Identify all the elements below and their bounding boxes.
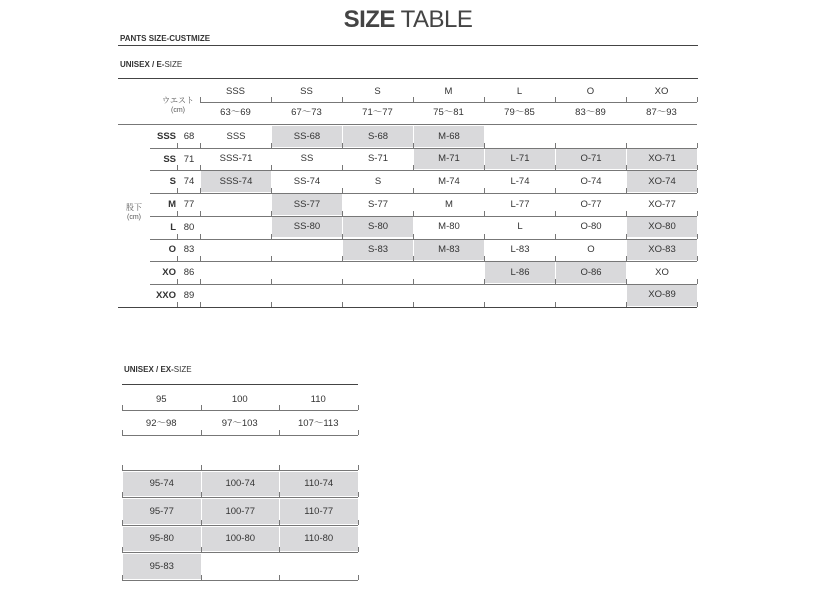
- ex-row-tick: [358, 492, 359, 497]
- row-tick: [413, 211, 414, 216]
- size-cell: [272, 262, 342, 283]
- size-cell: O: [587, 244, 595, 256]
- size-cell: [201, 240, 271, 261]
- ex-column-header: 95: [155, 394, 167, 406]
- row-tick: [555, 188, 556, 193]
- ex-row-rule: [122, 470, 358, 471]
- waist-range-cell: 71〜77: [362, 107, 393, 119]
- ex-size-cell: 110-74: [280, 472, 358, 497]
- row-tick: [484, 188, 485, 193]
- size-cell: [485, 285, 555, 306]
- row-size-label: O: [168, 244, 176, 256]
- row-length-label: 80: [183, 221, 195, 233]
- ex-row-tick: [122, 465, 123, 470]
- size-cell: [343, 262, 413, 283]
- header-tick: [413, 97, 414, 102]
- size-cell: O-80: [580, 221, 602, 233]
- size-cell: M-74: [438, 175, 460, 187]
- size-cell: L-86: [485, 262, 555, 283]
- table-ex-label-bold: UNISEX / EX-: [124, 365, 174, 374]
- ex-size-cell: [280, 444, 358, 469]
- header-rule: [200, 102, 697, 103]
- ex-row-tick: [122, 547, 123, 552]
- row-length-label: 86: [183, 267, 195, 279]
- row-tick: [342, 256, 343, 261]
- row-tick: [555, 234, 556, 239]
- row-length-label: 77: [183, 198, 195, 210]
- ex-range-rule: [122, 435, 358, 436]
- ex-size-cell: 95-77: [123, 499, 201, 524]
- waist-range-cell: 63〜69: [220, 107, 251, 119]
- row-tick: [413, 188, 414, 193]
- waist-range-cell: 79〜85: [504, 107, 535, 119]
- table-ex-label-light: SIZE: [173, 365, 192, 374]
- row-tick: [200, 143, 201, 148]
- ex-row-tick: [122, 575, 123, 580]
- size-cell: S-83: [343, 240, 413, 261]
- size-cell: L: [517, 221, 523, 233]
- ex-range-tick: [122, 430, 123, 435]
- ex-size-cell: 100-77: [202, 499, 280, 524]
- size-cell: SS: [300, 153, 314, 165]
- ex-waist-range-cell: 107〜113: [298, 418, 339, 430]
- row-tick: [555, 279, 556, 284]
- row-tick: [271, 256, 272, 261]
- section-pants-label: PANTS SIZE-CUSTMIZE: [120, 34, 211, 43]
- waist-range-cell: 87〜93: [646, 107, 677, 119]
- column-header: XO: [654, 86, 669, 98]
- row-tick: [697, 234, 698, 239]
- ex-size-cell: [202, 444, 280, 469]
- ex-row-tick: [279, 465, 280, 470]
- ex-size-cell: 95-83: [123, 554, 201, 579]
- row-tick: [484, 211, 485, 216]
- row-tick: [200, 165, 201, 170]
- ex-row-tick: [358, 520, 359, 525]
- size-cell: M-83: [414, 240, 484, 261]
- size-cell: M-68: [414, 126, 484, 147]
- column-header: M: [444, 86, 453, 98]
- ex-range-tick: [279, 430, 280, 435]
- ex-row-tick: [279, 492, 280, 497]
- size-cell: S-80: [343, 217, 413, 238]
- row-tick: [484, 165, 485, 170]
- row-tick: [200, 279, 201, 284]
- waist-range-cell: 83〜89: [575, 107, 606, 119]
- size-cell: [556, 285, 626, 306]
- section-pants-divider: [118, 45, 698, 46]
- size-cell: [201, 285, 271, 306]
- size-cell: M: [445, 198, 453, 210]
- column-header: S: [374, 86, 381, 98]
- row-tick: [342, 211, 343, 216]
- row-length-label: 71: [183, 153, 195, 165]
- inseam-unit: (cm): [127, 214, 141, 221]
- size-cell: XO: [655, 266, 669, 278]
- size-cell: SS-77: [272, 194, 342, 215]
- row-tick: [697, 256, 698, 261]
- row-tick: [342, 234, 343, 239]
- column-header: L: [516, 86, 523, 98]
- row-tick: [271, 165, 272, 170]
- size-cell: XO-83: [627, 240, 697, 261]
- ex-header-rule: [122, 410, 358, 411]
- size-cell: XO-74: [627, 171, 697, 192]
- size-cell: [201, 194, 271, 215]
- row-tick: [697, 143, 698, 148]
- size-cell: O-86: [556, 262, 626, 283]
- row-tick: [271, 211, 272, 216]
- row-tick: [697, 279, 698, 284]
- size-cell: [414, 262, 484, 283]
- ex-row-tick: [122, 520, 123, 525]
- table-e-bottom-rule: [118, 307, 697, 308]
- size-cell: SS-80: [272, 217, 342, 238]
- ex-row-tick: [201, 547, 202, 552]
- size-cell: [201, 217, 271, 238]
- size-cell: O-71: [556, 149, 626, 170]
- column-header: O: [586, 86, 595, 98]
- ex-size-cell: 95-74: [123, 472, 201, 497]
- size-cell: XO-80: [627, 217, 697, 238]
- size-cell: S-71: [367, 153, 389, 165]
- size-cell: S-77: [367, 198, 389, 210]
- header-tick: [555, 97, 556, 102]
- ex-row-rule: [122, 497, 358, 498]
- row-tick: [555, 165, 556, 170]
- size-cell: SSS-71: [219, 153, 253, 165]
- ex-header-tick: [279, 405, 280, 410]
- size-cell: S-68: [343, 126, 413, 147]
- size-cell: M-71: [414, 149, 484, 170]
- size-cell: SS-68: [272, 126, 342, 147]
- row-size-label: SS: [163, 153, 176, 165]
- ex-row-tick: [201, 492, 202, 497]
- ex-size-cell: [280, 554, 358, 579]
- row-tick: [555, 143, 556, 148]
- row-tick: [626, 234, 627, 239]
- row-tick: [626, 279, 627, 284]
- row-tick: [413, 256, 414, 261]
- size-cell: SSS: [226, 130, 246, 142]
- ex-row-tick: [122, 492, 123, 497]
- ex-row-tick: [358, 575, 359, 580]
- row-tick: [413, 234, 414, 239]
- row-tick: [342, 165, 343, 170]
- ex-row-rule: [122, 580, 358, 581]
- row-length-label: 83: [183, 244, 195, 256]
- header-tick: [271, 97, 272, 102]
- size-cell: M-80: [438, 221, 460, 233]
- size-cell: L-83: [510, 244, 530, 256]
- header-tick: [484, 97, 485, 102]
- ex-row-tick: [358, 465, 359, 470]
- ex-header-tick: [358, 405, 359, 410]
- size-cell: L-77: [510, 198, 530, 210]
- size-cell: [414, 285, 484, 306]
- row-tick: [555, 211, 556, 216]
- ex-size-cell: 110-77: [280, 499, 358, 524]
- table-ex-top-rule: [122, 384, 358, 385]
- row-tick: [626, 188, 627, 193]
- ex-row-tick: [201, 575, 202, 580]
- row-tick: [697, 188, 698, 193]
- range-rule: [118, 124, 697, 125]
- ex-row-tick: [358, 547, 359, 552]
- table-e-top-rule: [118, 78, 698, 79]
- ex-size-cell: 95-80: [123, 527, 201, 552]
- ex-header-tick: [201, 405, 202, 410]
- row-tick: [626, 165, 627, 170]
- row-size-label: SSS: [156, 130, 176, 142]
- size-cell: [627, 126, 697, 147]
- ex-row-rule: [122, 525, 358, 526]
- ex-size-cell: 110-80: [280, 527, 358, 552]
- page-title: [0, 6, 816, 34]
- row-tick: [413, 165, 414, 170]
- table-e-label: [120, 60, 182, 69]
- ex-size-cell: [202, 554, 280, 579]
- row-size-label: S: [169, 176, 176, 188]
- header-tick: [342, 97, 343, 102]
- ex-range-tick: [201, 430, 202, 435]
- row-tick: [697, 211, 698, 216]
- size-cell: SSS-74: [201, 171, 271, 192]
- ex-size-cell: 100-80: [202, 527, 280, 552]
- ex-size-cell: [123, 444, 201, 469]
- column-header: SSS: [225, 86, 245, 98]
- ex-row-tick: [279, 547, 280, 552]
- row-tick: [484, 234, 485, 239]
- waist-unit: (cm): [171, 107, 185, 114]
- table-e-label-bold: UNISEX / E-: [120, 60, 165, 69]
- ex-row-tick: [201, 520, 202, 525]
- ex-row-rule: [122, 552, 358, 553]
- row-tick: [555, 256, 556, 261]
- row-size-label: L: [170, 221, 176, 233]
- header-tick: [626, 97, 627, 102]
- row-tick: [697, 302, 698, 307]
- row-tick: [271, 279, 272, 284]
- row-tick: [200, 188, 201, 193]
- ex-row-tick: [201, 465, 202, 470]
- row-tick: [413, 279, 414, 284]
- size-cell: [556, 126, 626, 147]
- row-length-label: 74: [183, 176, 195, 188]
- row-tick: [342, 188, 343, 193]
- size-cell: L-71: [485, 149, 555, 170]
- row-tick: [200, 256, 201, 261]
- row-tick: [342, 143, 343, 148]
- row-tick: [271, 188, 272, 193]
- row-size-label: M: [168, 198, 176, 210]
- size-cell: O-74: [580, 175, 602, 187]
- row-length-label: 89: [183, 289, 195, 301]
- ex-waist-range-cell: 92〜98: [145, 418, 177, 430]
- size-cell: [201, 262, 271, 283]
- row-tick: [626, 256, 627, 261]
- ex-row-tick: [279, 575, 280, 580]
- size-cell: XO-71: [627, 149, 697, 170]
- row-tick: [697, 165, 698, 170]
- waist-label: ウエスト: [162, 96, 194, 105]
- row-tick: [484, 256, 485, 261]
- ex-size-cell: 100-74: [202, 472, 280, 497]
- row-tick: [271, 143, 272, 148]
- waist-range-cell: 67〜73: [291, 107, 322, 119]
- table-e-label-light: SIZE: [164, 60, 183, 69]
- size-cell: S: [374, 175, 382, 187]
- header-tick: [697, 97, 698, 102]
- title-light: TABLE: [400, 6, 473, 33]
- ex-column-header: 110: [310, 394, 326, 406]
- size-cell: [272, 285, 342, 306]
- row-tick: [342, 279, 343, 284]
- ex-column-header: 100: [231, 394, 248, 406]
- ex-header-tick: [122, 405, 123, 410]
- size-cell: L-74: [510, 175, 530, 187]
- ex-range-tick: [358, 430, 359, 435]
- ex-waist-range-cell: 97〜103: [221, 418, 258, 430]
- row-tick: [484, 143, 485, 148]
- row-size-label: XXO: [155, 289, 176, 301]
- size-cell: XO-77: [648, 198, 676, 210]
- table-ex-label: [124, 365, 192, 374]
- size-cell: XO-89: [627, 285, 697, 306]
- row-tick: [200, 234, 201, 239]
- row-tick: [271, 234, 272, 239]
- column-header: SS: [300, 86, 313, 98]
- row-tick: [484, 279, 485, 284]
- size-cell: [485, 126, 555, 147]
- row-tick: [200, 211, 201, 216]
- title-bold: SIZE: [343, 6, 395, 33]
- row-tick: [626, 143, 627, 148]
- size-cell: O-77: [580, 198, 602, 210]
- waist-range-cell: 75〜81: [433, 107, 464, 119]
- row-tick: [413, 143, 414, 148]
- inseam-label: 股下: [126, 203, 142, 212]
- ex-row-tick: [279, 520, 280, 525]
- row-length-label: 68: [183, 130, 195, 142]
- size-cell: [343, 285, 413, 306]
- size-cell: SS-74: [293, 175, 321, 187]
- row-size-label: XO: [162, 267, 176, 279]
- size-cell: [272, 240, 342, 261]
- row-tick: [626, 211, 627, 216]
